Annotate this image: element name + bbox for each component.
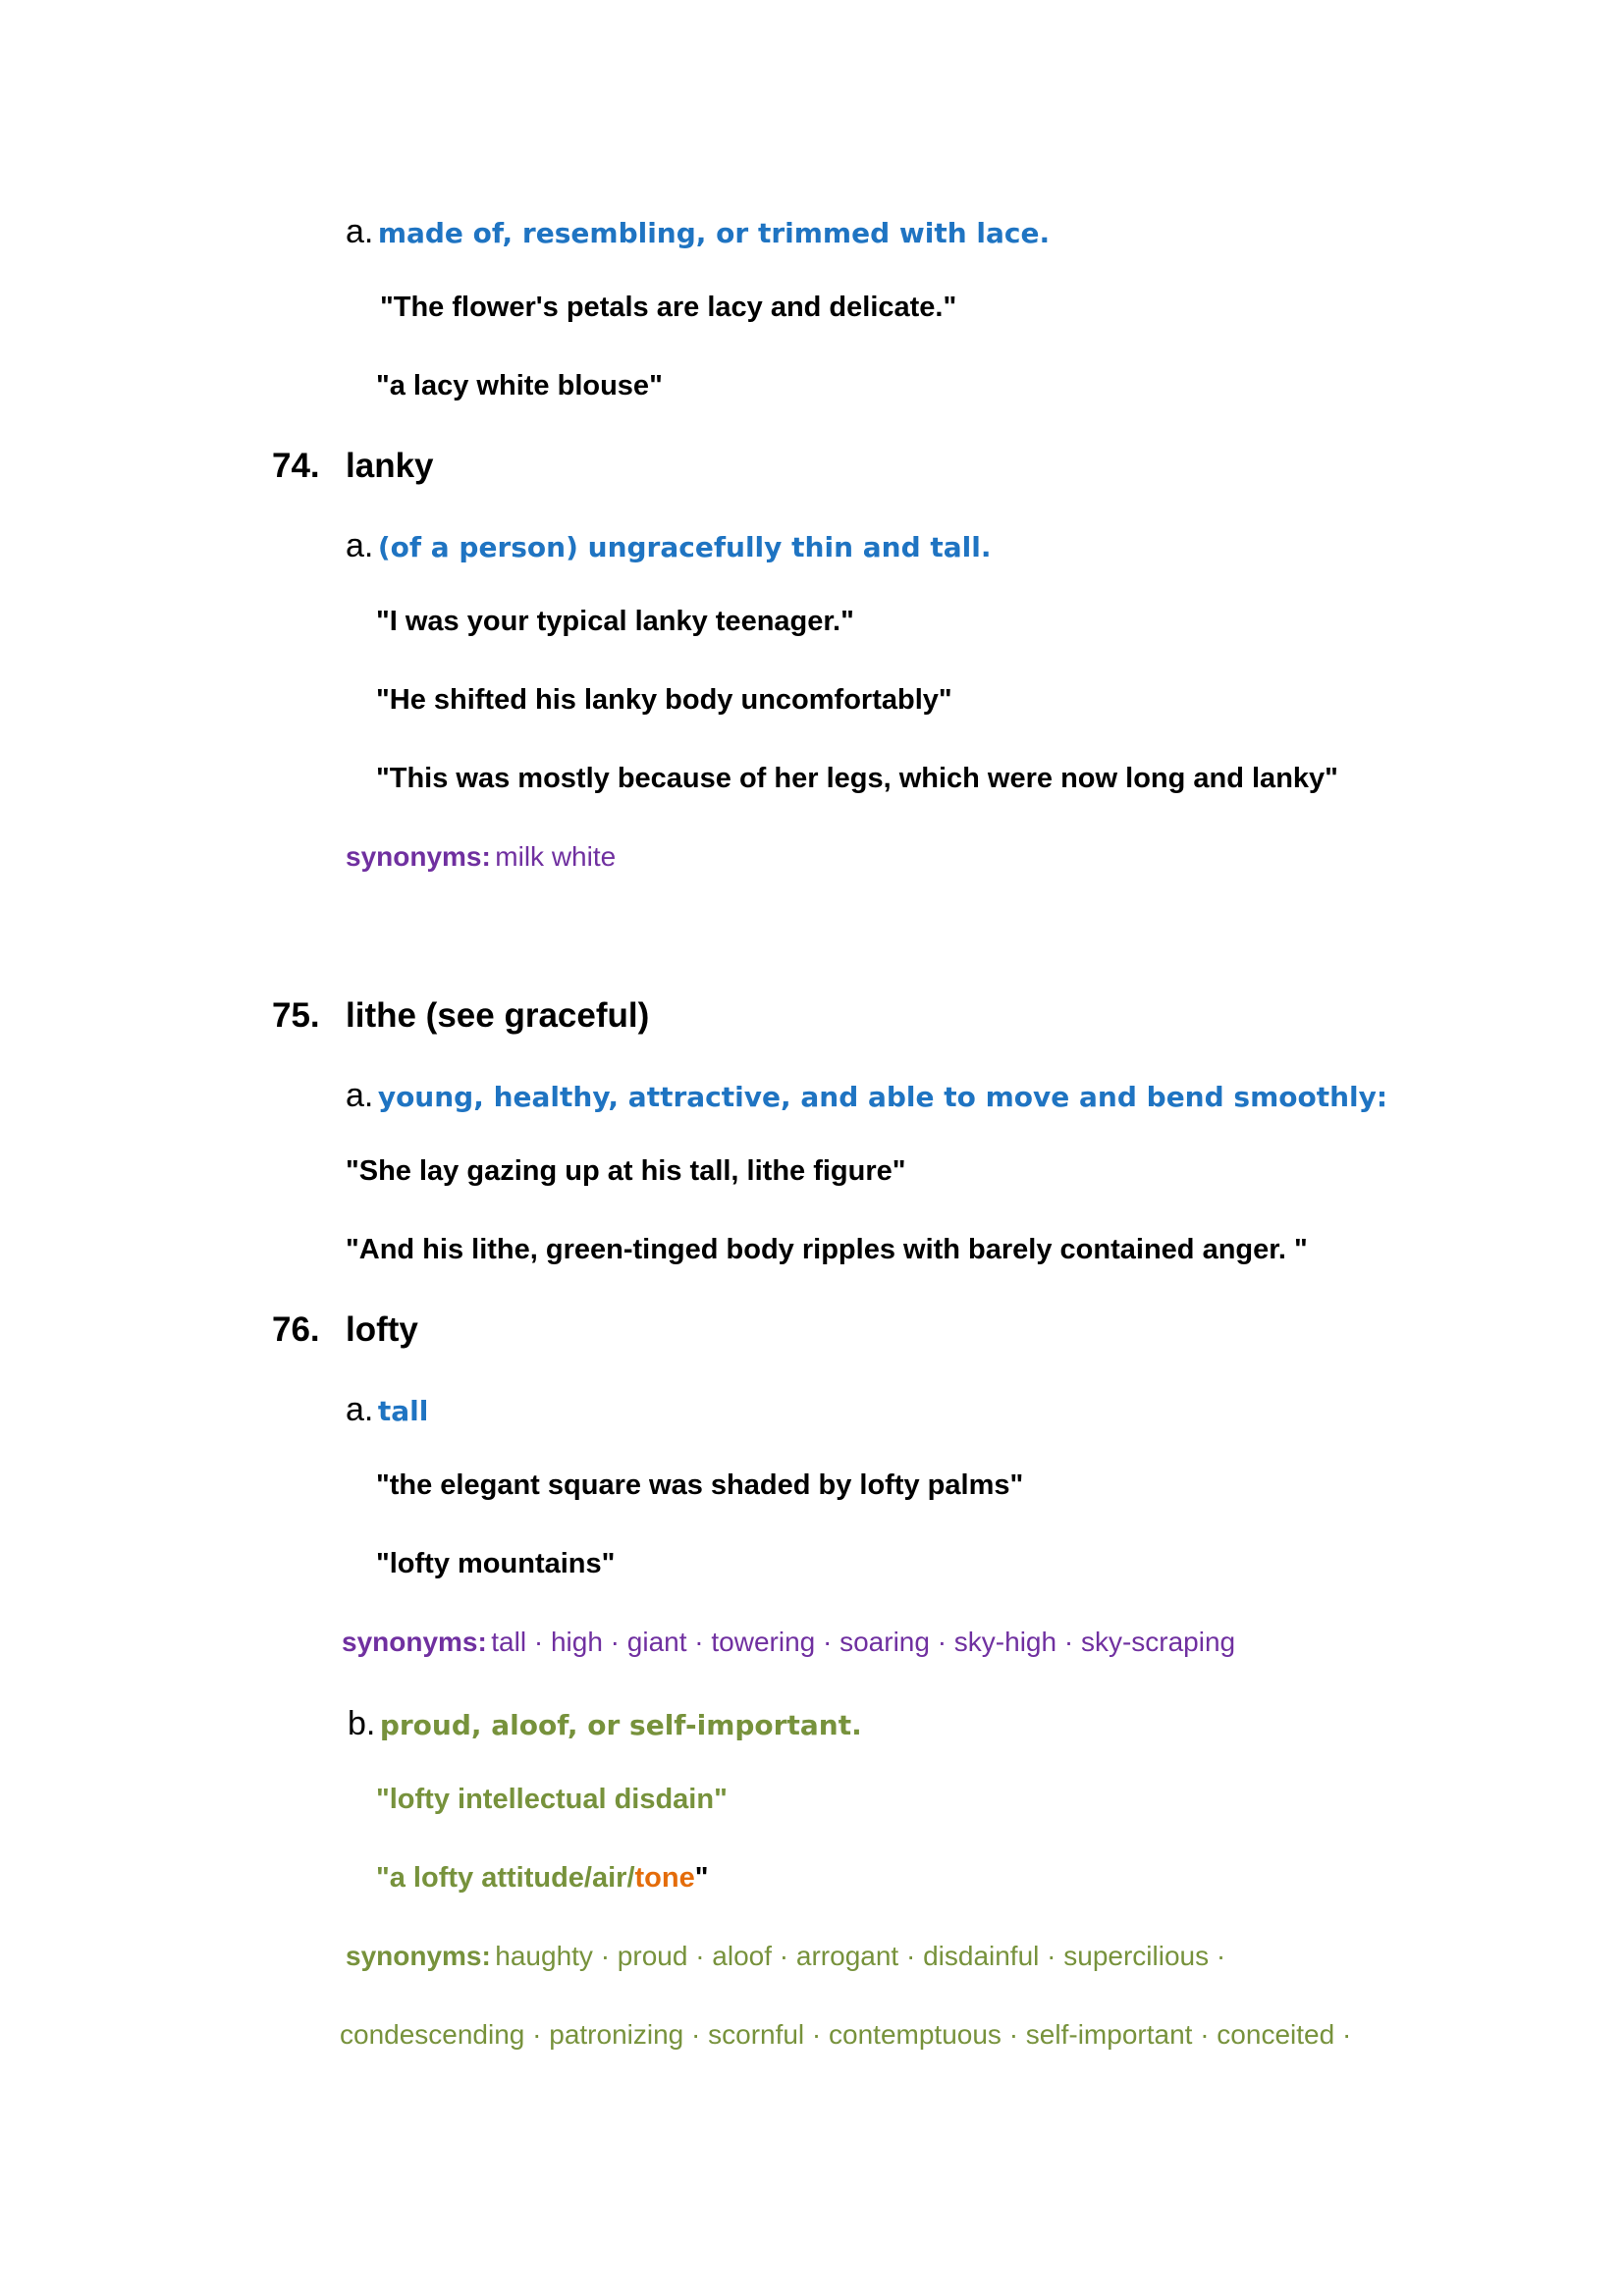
closing-quote: " xyxy=(694,1862,709,1894)
entry-heading-lanky xyxy=(272,449,320,483)
example-text: "a lofty attitude/air/ xyxy=(376,1862,635,1894)
example: "the elegant square was shaded by lofty palms" xyxy=(376,1469,1024,1501)
entry-word-lanky xyxy=(346,449,434,483)
entry-word-lofty xyxy=(346,1312,418,1347)
headword: lithe (see graceful) xyxy=(346,996,650,1035)
example: "lofty mountains" xyxy=(376,1548,616,1579)
example: "The flower's petals are lacy and delicate." xyxy=(380,292,957,323)
definition: young, healthy, attractive, and able to move and bend smoothly: xyxy=(377,1081,1388,1113)
entry-heading-lofty xyxy=(272,1312,320,1347)
sense-marker: a. xyxy=(346,1077,374,1114)
highlighted-word: tone xyxy=(634,1862,695,1894)
example: "I was your typical lanky teenager." xyxy=(376,606,854,637)
entry-heading-lithe xyxy=(272,998,320,1033)
sense-a-lacy xyxy=(346,215,1050,248)
example: "She lay gazing up at his tall, lithe figure" xyxy=(346,1155,906,1187)
entry-word-lithe xyxy=(346,998,649,1033)
synonyms-lofty-tall xyxy=(342,1629,1235,1656)
synonyms-lanky xyxy=(346,843,616,871)
sense-a-lithe xyxy=(346,1079,1387,1112)
synonyms-lofty-proud xyxy=(346,1943,1225,1970)
sense-a-lanky xyxy=(346,529,991,562)
example: "a lacy white blouse" xyxy=(376,370,663,401)
definition: tall xyxy=(377,1395,429,1427)
headword: lofty xyxy=(346,1310,418,1349)
entry-number: 75. xyxy=(272,996,320,1035)
synonyms-label: synonyms: xyxy=(342,1627,487,1657)
synonyms-list: milk white xyxy=(495,841,617,872)
example xyxy=(376,1864,708,1893)
entry-number: 76. xyxy=(272,1310,320,1349)
definition: made of, resembling, or trimmed with lace. xyxy=(377,217,1051,249)
synonyms-list: haughty · proud · aloof · arrogant · disdainful · supercilious · xyxy=(495,1941,1226,1971)
sense-marker: a. xyxy=(346,527,374,564)
sense-a-lofty xyxy=(346,1393,428,1426)
sense-b-lofty xyxy=(348,1707,862,1740)
sense-marker: a. xyxy=(346,1391,374,1428)
synonyms-label: synonyms: xyxy=(346,841,491,872)
example: "And his lithe, green-tinged body ripples with barely contained anger. " xyxy=(346,1234,1308,1265)
definition: proud, aloof, or self-important. xyxy=(379,1709,862,1741)
definition: (of a person) ungracefully thin and tall. xyxy=(377,531,992,563)
entry-number: 74. xyxy=(272,447,320,485)
example: "This was mostly because of her legs, which were now long and lanky" xyxy=(376,763,1338,794)
headword: lanky xyxy=(346,447,434,485)
example: "He shifted his lanky body uncomfortably" xyxy=(376,684,952,716)
synonyms-list: tall · high · giant · towering · soaring · sky-high · sky-scraping xyxy=(491,1627,1236,1657)
sense-marker: b. xyxy=(348,1705,376,1742)
example: "lofty intellectual disdain" xyxy=(376,1784,728,1815)
sense-marker: a. xyxy=(346,213,374,250)
synonyms-list-continued: condescending · patronizing · scornful · contemptuous · self-important · conceited · xyxy=(340,2019,1352,2050)
synonyms-label: synonyms: xyxy=(346,1941,491,1971)
